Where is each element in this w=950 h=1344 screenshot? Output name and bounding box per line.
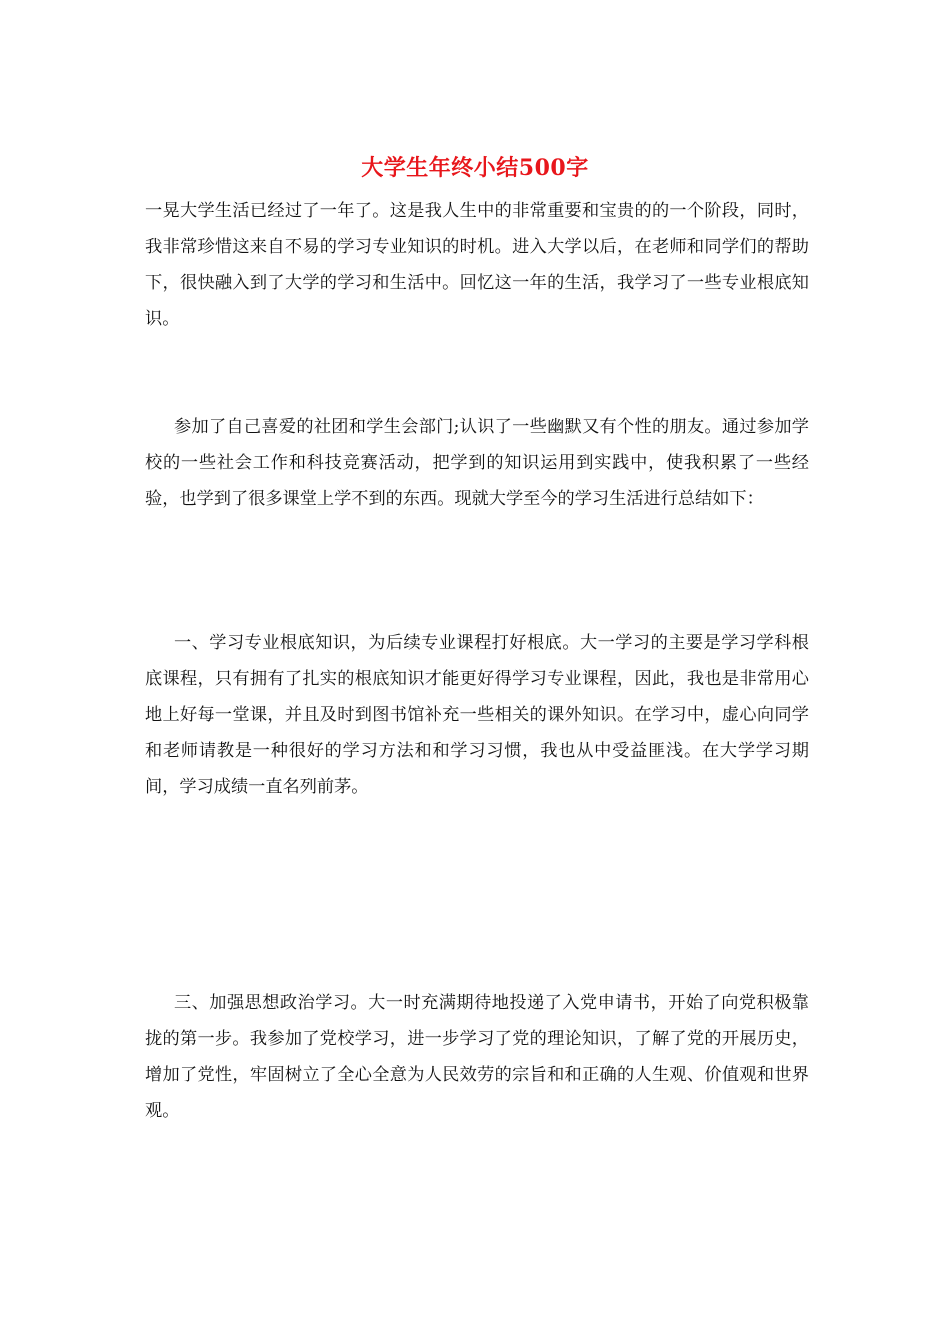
paragraph-study: 一、学习专业根底知识，为后续专业课程打好根底。大一学习的主要是学习学科根底课程，只有拥有了扎实的根底知识才能更好得学习专业课程，因此，我也是非常用心地上好每一堂课，并且及时到图书馆补充一些相关的课外知识。在学习中，虚心向同学和老师请教是一种很好的学习方法和和学习习惯，我也从中受益匪浅。在大学学习期间，学习成绩一直名列前茅。	[145, 633, 809, 797]
paragraph-politics: 三、加强思想政治学习。大一时充满期待地投递了入党申请书，开始了向党积极靠拢的第一步。我参加了党校学习，进一步学习了党的理论知识，了解了党的开展历史，增加了党性，牢固树立了全心全意为人民效劳的宗旨和和正确的人生观、价值观和世界观。	[145, 993, 809, 1121]
paragraph-activities: 参加了自己喜爱的社团和学生会部门;认识了一些幽默又有个性的朋友。通过参加学校的一些社会工作和科技竞赛活动，把学到的知识运用到实践中，使我积累了一些经验，也学到了很多课堂上学不到的东西。现就大学至今的学习生活进行总结如下：	[145, 417, 809, 509]
paragraph-intro: 一晃大学生活已经过了一年了。这是我人生中的非常重要和宝贵的的一个阶段，同时，我非常珍惜这来自不易的学习专业知识的时机。进入大学以后，在老师和同学们的帮助下，很快融入到了大学的学习和生活中。回忆这一年的生活，我学习了一些专业根底知识。	[145, 201, 809, 329]
document-title: 大学生年终小结500字	[361, 155, 589, 181]
